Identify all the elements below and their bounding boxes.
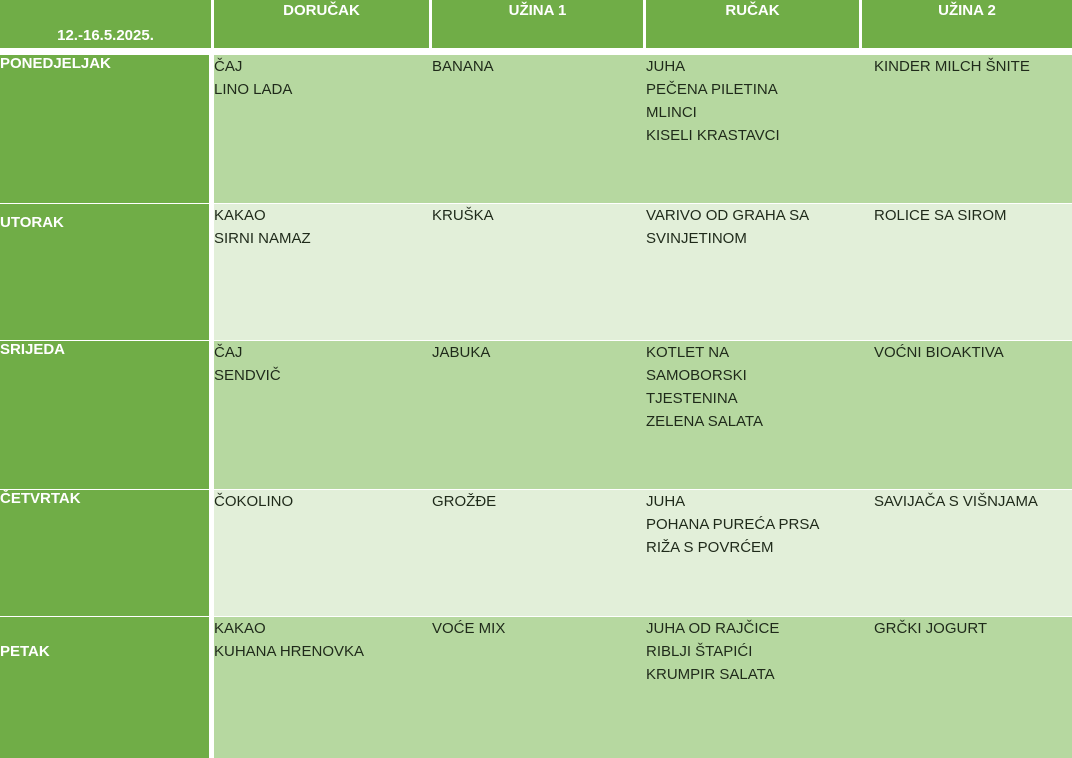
uzina-1-cell: BANANA [432, 55, 646, 204]
table-row [0, 55, 1072, 204]
rucak-cell: JUHA POHANA PUREĆA PRSA RIŽA S POVRĆEM [646, 490, 862, 617]
dorucak-cell: ČOKOLINO [214, 490, 432, 617]
dorucak-cell: KAKAO KUHANA HRENOVKA [214, 617, 432, 758]
date-range-header: 12.-16.5.2025. [0, 0, 214, 48]
day-label: PETAK [0, 617, 214, 758]
rucak-cell: KOTLET NA SAMOBORSKI TJESTENINA ZELENA SALATA [646, 341, 862, 490]
uzina-1-cell: GROŽĐE [432, 490, 646, 617]
column-header-dorucak: DORUČAK [214, 0, 432, 48]
uzina-1-cell: JABUKA [432, 341, 646, 490]
table-row [0, 341, 1072, 490]
dorucak-cell: ČAJ SENDVIČ [214, 341, 432, 490]
table-row [0, 490, 1072, 617]
day-label: SRIJEDA [0, 341, 214, 490]
column-header-rucak: RUČAK [646, 0, 862, 48]
column-header-uzina-2: UŽINA 2 [862, 0, 1072, 48]
day-label: UTORAK [0, 204, 214, 341]
table-row [0, 204, 1072, 341]
rucak-cell: JUHA PEČENA PILETINA MLINCI KISELI KRASTAVCI [646, 55, 862, 204]
uzina-1-cell: KRUŠKA [432, 204, 646, 341]
header-row [0, 0, 1072, 48]
day-label: ČETVRTAK [0, 490, 214, 617]
table-row [0, 617, 1072, 758]
header-spacer [0, 48, 1072, 55]
uzina-2-cell: SAVIJAČA S VIŠNJAMA [862, 490, 1072, 617]
uzina-2-cell: ROLICE SA SIROM [862, 204, 1072, 341]
rucak-cell: VARIVO OD GRAHA SA SVINJETINOM [646, 204, 862, 341]
dorucak-cell: KAKAO SIRNI NAMAZ [214, 204, 432, 341]
dorucak-cell: ČAJ LINO LADA [214, 55, 432, 204]
uzina-1-cell: VOĆE MIX [432, 617, 646, 758]
uzina-2-cell: GRČKI JOGURT [862, 617, 1072, 758]
uzina-2-cell: KINDER MILCH ŠNITE [862, 55, 1072, 204]
rucak-cell: JUHA OD RAJČICE RIBLJI ŠTAPIĆI KRUMPIR SALATA [646, 617, 862, 758]
column-header-uzina-1: UŽINA 1 [432, 0, 646, 48]
uzina-2-cell: VOĆNI BIOAKTIVA [862, 341, 1072, 490]
day-label: PONEDJELJAK [0, 55, 214, 204]
